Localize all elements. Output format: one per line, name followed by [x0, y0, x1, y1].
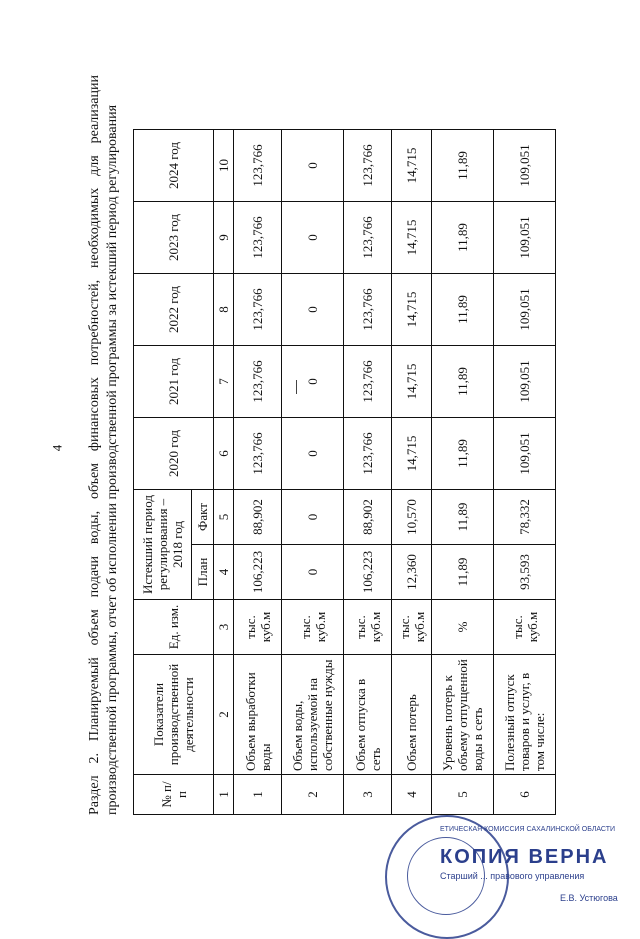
row-num: 1 [234, 775, 282, 815]
certified-copy-stamp [440, 826, 616, 881]
row-fact: 88,902 [234, 490, 282, 545]
row-2020: 14,715 [392, 418, 432, 490]
row-fact: 88,902 [344, 490, 392, 545]
colnum-4: 4 [214, 545, 234, 600]
row-2021: 123,766 [234, 346, 282, 418]
row-indicator: Полезный отпуск товаров и услуг, в том числе: [494, 655, 556, 775]
header-row-1 [134, 130, 192, 815]
row-2021: 109,051 [494, 346, 556, 418]
row-num: 4 [392, 775, 432, 815]
colnum-1: 1 [214, 775, 234, 815]
row-plan: 12,360 [392, 545, 432, 600]
row-2024: 109,051 [494, 130, 556, 202]
colnum-2: 2 [214, 655, 234, 775]
signer-name: Е.В. Устюгова [560, 893, 618, 903]
row-indicator: Уровень потерь к объему отпущенной воды в сеть [432, 655, 494, 775]
row-2020: 123,766 [344, 418, 392, 490]
row-num: 3 [344, 775, 392, 815]
row-2024: 123,766 [234, 130, 282, 202]
row-2023: 0 [282, 202, 344, 274]
row-2021: 14,715 [392, 346, 432, 418]
header-2020: 2020 год [134, 418, 214, 490]
table-row [282, 130, 344, 815]
row-fact: 11,89 [432, 490, 494, 545]
table-row [344, 130, 392, 815]
colnum-8: 8 [214, 274, 234, 346]
row-plan: 93,593 [494, 545, 556, 600]
row-2022: 11,89 [432, 274, 494, 346]
row-indicator: Объем выработки воды [234, 655, 282, 775]
row-2021: 123,766 [344, 346, 392, 418]
row-2023: 109,051 [494, 202, 556, 274]
row-2023: 123,766 [234, 202, 282, 274]
table-row [432, 130, 494, 815]
section-heading: Раздел 2. Планируемый объем подачи воды, объем финансовых потребностей, необходимых для реализации производственной программы, отчет об исполнении производственной программы за истекший период регулирования [87, 75, 120, 815]
row-2020: 109,051 [494, 418, 556, 490]
table-row [494, 130, 556, 815]
row-2022: 123,766 [344, 274, 392, 346]
header-fact: Факт [192, 490, 214, 545]
colnum-7: 7 [214, 346, 234, 418]
row-2022: 109,051 [494, 274, 556, 346]
row-indicator: Объем потерь [392, 655, 432, 775]
stamp-copy-text: КОПИЯ ВЕРНА [440, 846, 609, 868]
colnum-9: 9 [214, 202, 234, 274]
row-plan: 11,89 [432, 545, 494, 600]
row-unit: % [432, 600, 494, 655]
row-2022: 0 [282, 274, 344, 346]
row-2023: 11,89 [432, 202, 494, 274]
row-unit: тыс. куб.м [282, 600, 344, 655]
row-2024: 11,89 [432, 130, 494, 202]
row-2022: 123,766 [234, 274, 282, 346]
row-fact: 0 [282, 490, 344, 545]
table-row [392, 130, 432, 815]
header-num: № п/п [134, 775, 214, 815]
margin-mark [296, 380, 297, 394]
stamp-org-text: ЕТИЧЕСКАЯ КОМИССИЯ САХАЛИНСКОЙ ОБЛАСТИ [440, 826, 616, 833]
row-indicator: Объем воды, используемой на собственные нужды [282, 655, 344, 775]
row-2024: 123,766 [344, 130, 392, 202]
row-2022: 14,715 [392, 274, 432, 346]
header-past-period: Истекший период регулирования – 2018 год [134, 490, 192, 600]
header-plan: План [192, 545, 214, 600]
row-num: 6 [494, 775, 556, 815]
colnum-10: 10 [214, 130, 234, 202]
header-2023: 2023 год [134, 202, 214, 274]
page-number: 4 [49, 444, 65, 452]
header-2022: 2022 год [134, 274, 214, 346]
header-2021: 2021 год [134, 346, 214, 418]
row-fact: 78,332 [494, 490, 556, 545]
row-2024: 14,715 [392, 130, 432, 202]
row-unit: тыс. куб.м [344, 600, 392, 655]
header-unit: Ед. изм. [134, 600, 214, 655]
colnum-5: 5 [214, 490, 234, 545]
row-plan: 0 [282, 545, 344, 600]
row-2021: 11,89 [432, 346, 494, 418]
stamp-position-text: Старший ... правового управления [440, 871, 585, 881]
column-number-row [214, 130, 234, 815]
table-row [234, 130, 282, 815]
production-program-table [133, 129, 556, 815]
row-plan: 106,223 [234, 545, 282, 600]
colnum-6: 6 [214, 418, 234, 490]
row-2020: 11,89 [432, 418, 494, 490]
row-2024: 0 [282, 130, 344, 202]
row-2023: 14,715 [392, 202, 432, 274]
row-unit: тыс. куб.м [392, 600, 432, 655]
colnum-3: 3 [214, 600, 234, 655]
row-2021: 0 [282, 346, 344, 418]
row-num: 2 [282, 775, 344, 815]
row-unit: тыс. куб.м [494, 600, 556, 655]
row-2020: 0 [282, 418, 344, 490]
header-2024: 2024 год [134, 130, 214, 202]
row-num: 5 [432, 775, 494, 815]
row-2023: 123,766 [344, 202, 392, 274]
header-indicator: Показатели производственной деятельности [134, 655, 214, 775]
row-unit: тыс. куб.м [234, 600, 282, 655]
row-indicator: Объем отпуска в сеть [344, 655, 392, 775]
row-fact: 10,570 [392, 490, 432, 545]
row-2020: 123,766 [234, 418, 282, 490]
row-plan: 106,223 [344, 545, 392, 600]
